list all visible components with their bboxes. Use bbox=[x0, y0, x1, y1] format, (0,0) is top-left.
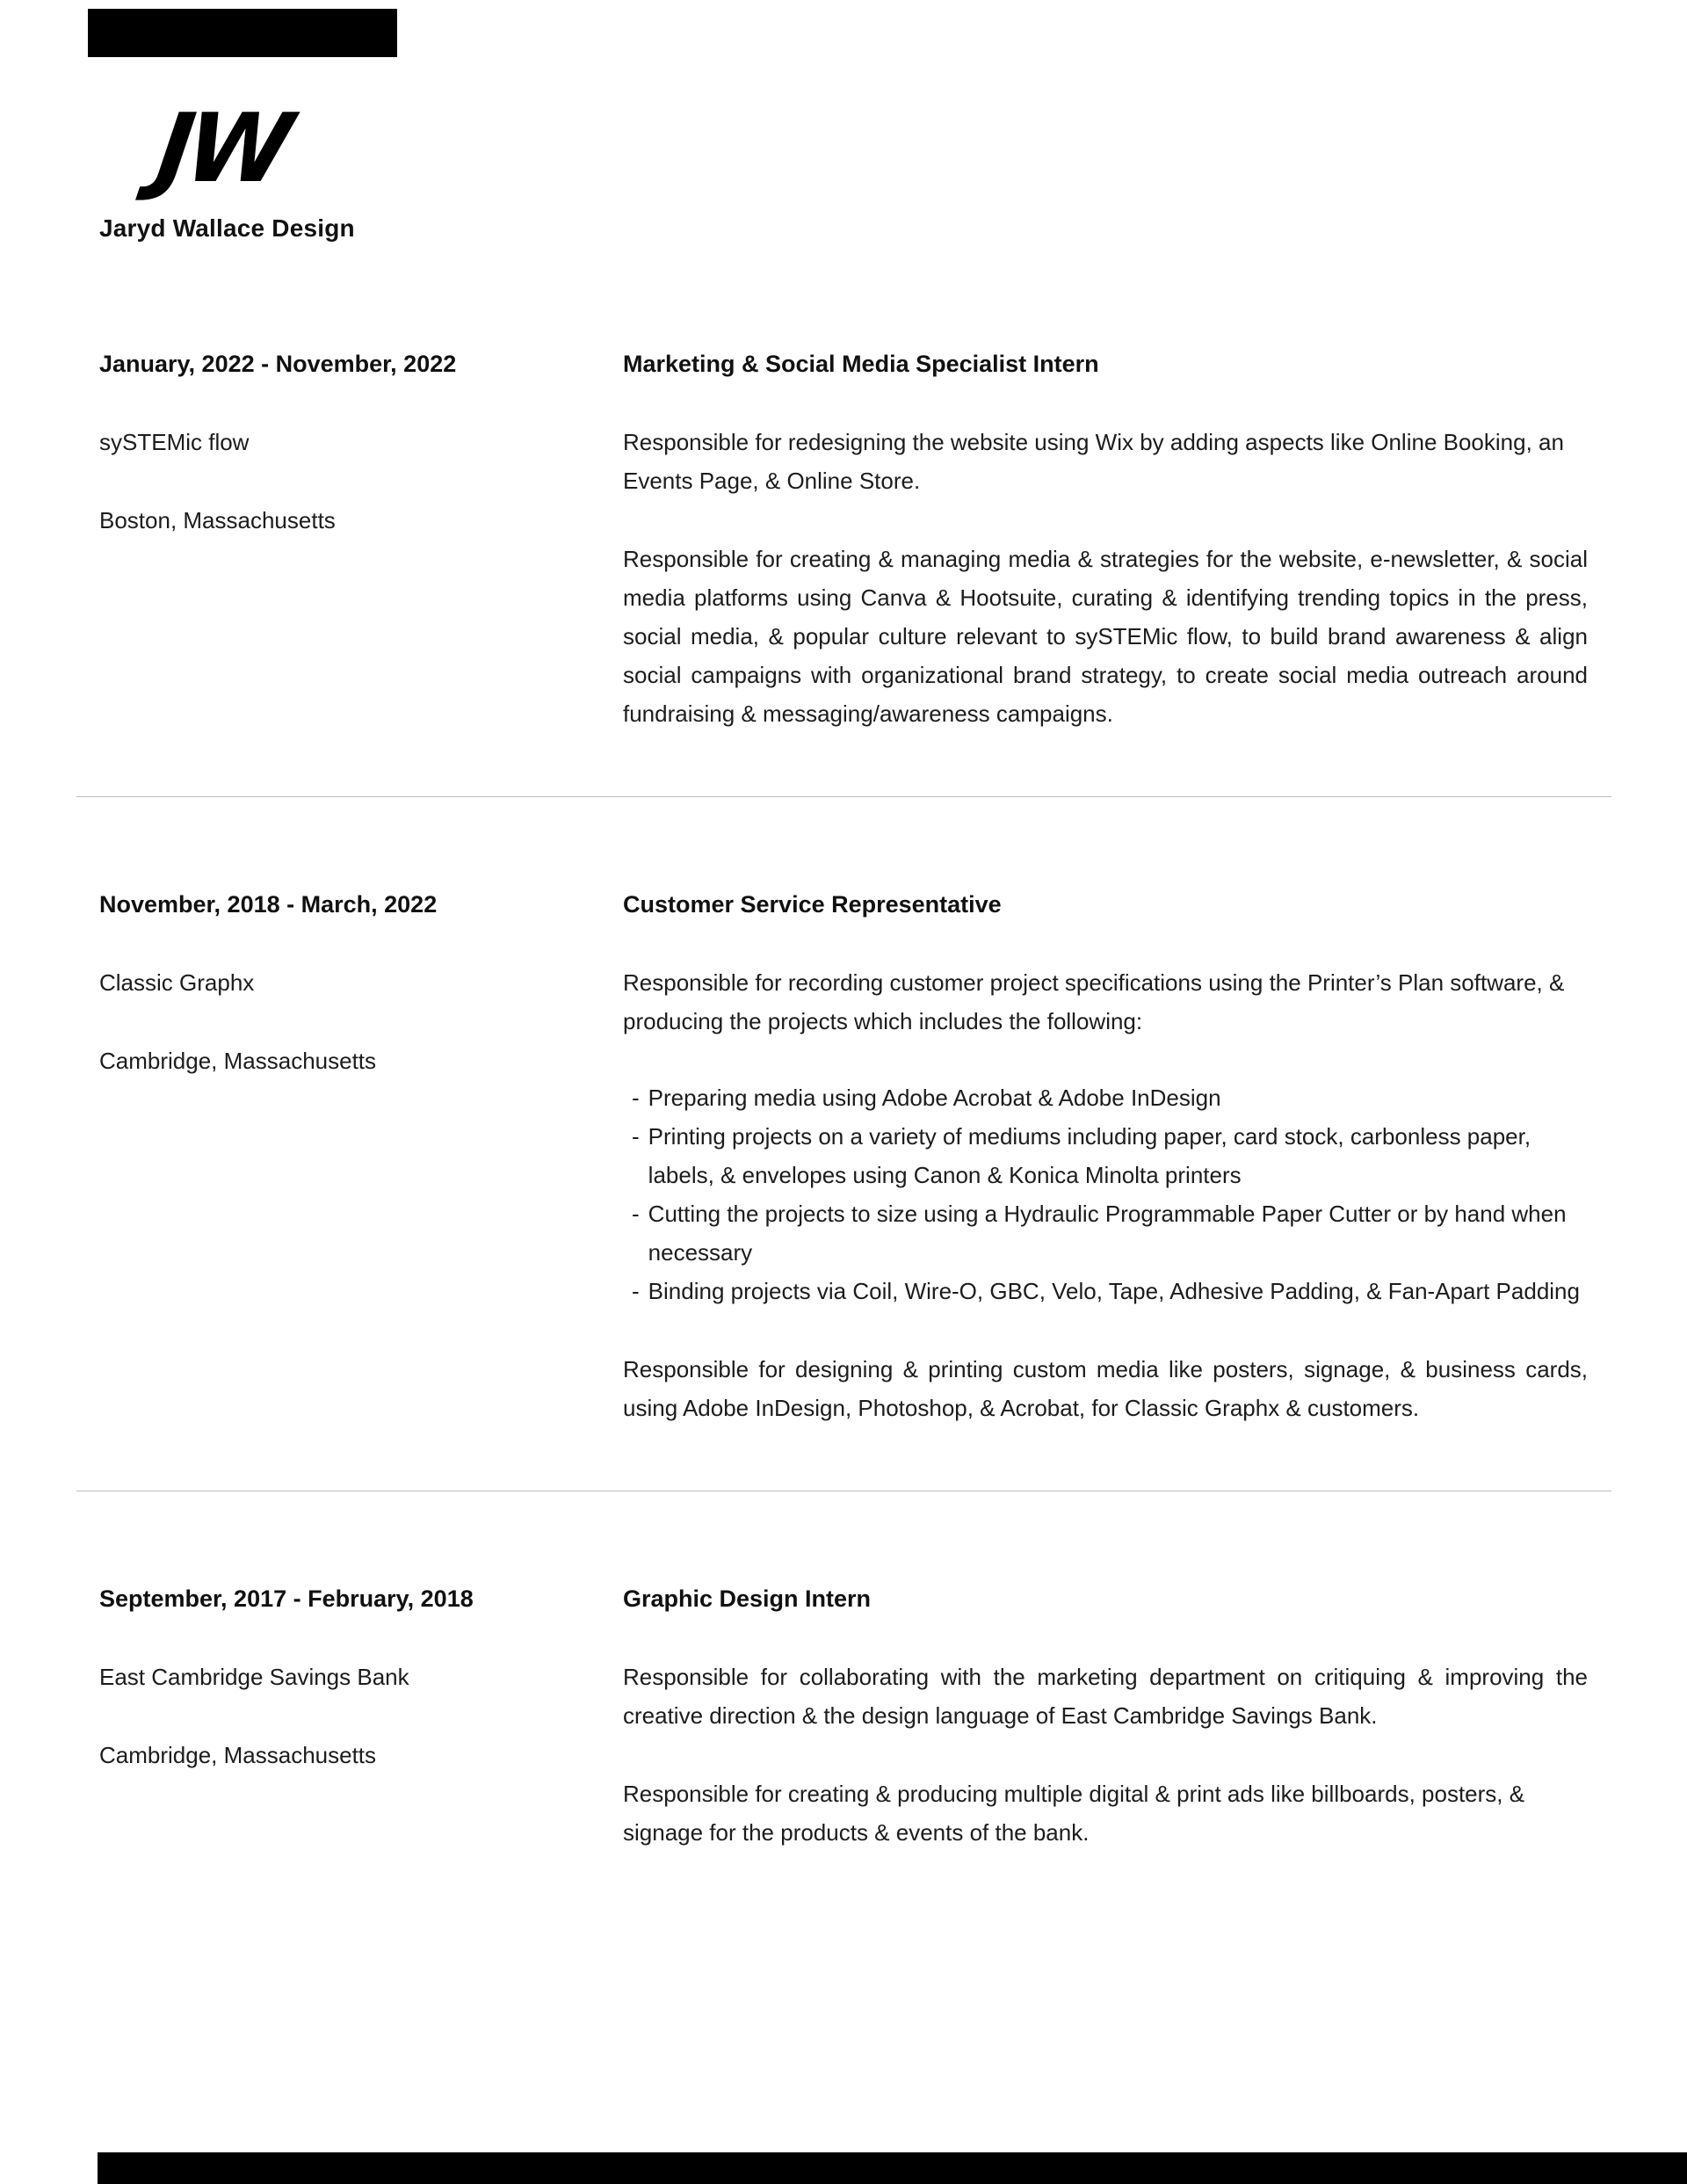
entry-details bbox=[623, 885, 1588, 1427]
top-black-bar bbox=[88, 9, 397, 57]
section-divider bbox=[76, 796, 1611, 797]
bullet-dash: - bbox=[632, 1085, 640, 1111]
bullet-item bbox=[632, 1078, 1588, 1117]
bullet-list bbox=[632, 1078, 1588, 1310]
entry-location: Cambridge, Massachusetts bbox=[99, 1048, 377, 1074]
entry-dates: January, 2022 - November, 2022 bbox=[99, 351, 457, 377]
bullet-text: Binding projects via Coil, Wire-O, GBC, Velo, Tape, Adhesive Padding, & Fan-Apart Padding bbox=[648, 1278, 1580, 1304]
entry-details bbox=[623, 345, 1588, 733]
entry-paragraph: Responsible for redesigning the website using Wix by adding aspects like Online Booking, an Events Page, & Online Store. bbox=[623, 429, 1564, 494]
work-entry bbox=[99, 885, 1588, 1427]
entry-paragraph: Responsible for creating & producing multiple digital & print ads like billboards, posters, & signage for the products & events of the bank. bbox=[623, 1781, 1525, 1846]
bottom-black-bar bbox=[98, 2152, 1687, 2184]
bullet-dash: - bbox=[632, 1201, 640, 1227]
bullet-item bbox=[632, 1117, 1588, 1194]
bullet-dash: - bbox=[632, 1278, 640, 1304]
entry-paragraph: Responsible for recording customer project specifications using the Printer’s Plan software, & producing the projects which includes the following: bbox=[623, 969, 1565, 1034]
entry-paragraph: Responsible for creating & managing media & strategies for the website, e-newsletter, & social media platforms using Canva & Hootsuite, curating & identifying trending topics in the press, social media, & popular culture relevant to sySTEMic flow, to build brand awareness & align social campaigns with organizational brand strategy, to create social media outreach around fundraising & messaging/awareness campaigns. bbox=[623, 546, 1588, 727]
entry-title: Marketing & Social Media Specialist Intern bbox=[623, 351, 1099, 377]
work-history bbox=[99, 345, 1588, 1852]
entry-meta bbox=[99, 345, 623, 733]
entry-company: Classic Graphx bbox=[99, 969, 255, 996]
entry-meta bbox=[99, 885, 623, 1427]
entry-paragraph: Responsible for designing & printing custom media like posters, signage, & business cards, using Adobe InDesign, Photoshop, & Acrobat, for Classic Graphx & customers. bbox=[623, 1356, 1588, 1421]
bullet-text: Preparing media using Adobe Acrobat & Adobe InDesign bbox=[648, 1085, 1221, 1111]
bullet-dash: - bbox=[632, 1123, 640, 1150]
entry-details bbox=[623, 1579, 1588, 1852]
entry-paragraph: Responsible for collaborating with the marketing department on critiquing & improving the creative direction & the design language of East Cambridge Savings Bank. bbox=[623, 1664, 1588, 1729]
entry-company: sySTEMic flow bbox=[99, 429, 250, 455]
work-entry bbox=[99, 345, 1588, 733]
work-entry bbox=[99, 1579, 1588, 1852]
entry-title: Graphic Design Intern bbox=[623, 1585, 872, 1612]
bullet-item bbox=[632, 1272, 1588, 1310]
bullet-item bbox=[632, 1194, 1588, 1272]
jw-logo: JW bbox=[150, 94, 293, 204]
entry-dates: September, 2017 - February, 2018 bbox=[99, 1585, 474, 1612]
entry-company: East Cambridge Savings Bank bbox=[99, 1664, 409, 1690]
entry-dates: November, 2018 - March, 2022 bbox=[99, 891, 438, 918]
entry-title: Customer Service Representative bbox=[623, 891, 1002, 918]
entry-location: Cambridge, Massachusetts bbox=[99, 1742, 377, 1768]
brand-name: Jaryd Wallace Design bbox=[99, 214, 355, 242]
bullet-text: Printing projects on a variety of mediums including paper, card stock, carbonless paper, labels, & envelopes using Canon & Konica Minolta printers bbox=[648, 1123, 1531, 1188]
entry-meta bbox=[99, 1579, 623, 1852]
bullet-text: Cutting the projects to size using a Hydraulic Programmable Paper Cutter or by hand when necessary bbox=[648, 1201, 1567, 1266]
entry-location: Boston, Massachusetts bbox=[99, 507, 336, 533]
